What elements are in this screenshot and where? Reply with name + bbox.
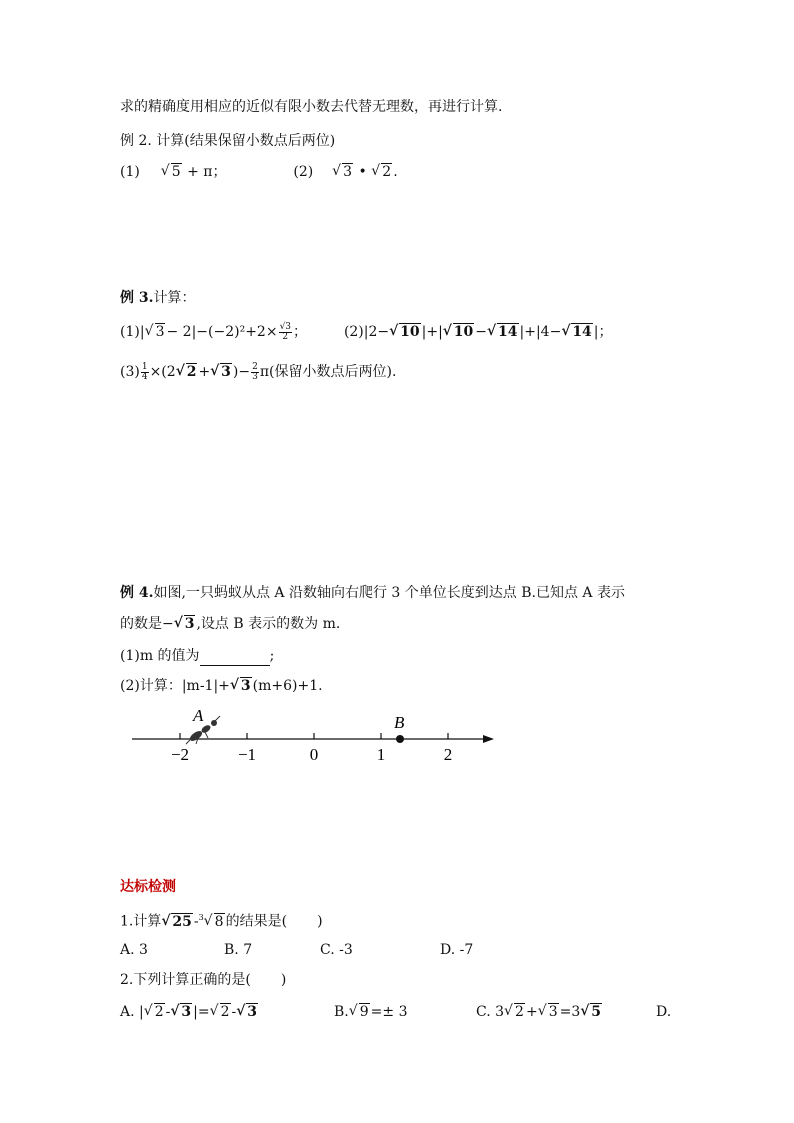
example3-p3-label: (3)	[120, 364, 140, 380]
point-b-label: B	[394, 713, 405, 732]
example3-p2-label: (2)	[343, 324, 364, 340]
option-b[interactable]: B.√ 9 =± 3	[334, 1002, 476, 1022]
sqrt-25: √ 25	[161, 912, 192, 932]
example2-title	[120, 131, 335, 151]
check-q1-b: -	[193, 913, 199, 930]
example4-line2	[120, 614, 340, 634]
example3-problem-3	[120, 362, 396, 382]
option-d[interactable]: D. -7	[440, 942, 474, 958]
tick-label: −1	[237, 745, 257, 764]
example4-title: 例 4.	[120, 585, 154, 601]
example3-p3-a: ×(2	[149, 364, 176, 380]
example4-q1-text: (1)m 的值为	[120, 648, 200, 664]
check-q2-options	[120, 1002, 671, 1022]
tick-marks	[180, 733, 448, 739]
number-line-figure	[128, 706, 496, 764]
example4-line2-a: 的数是−	[120, 616, 174, 632]
example4-q1	[120, 646, 274, 666]
sqrt-2: √ 2	[371, 162, 392, 182]
check-q1	[120, 908, 323, 932]
example3-p3-c: )−	[232, 364, 251, 380]
point-a-label: A	[193, 706, 204, 725]
sqrt-3: √ 3	[332, 162, 353, 182]
example3-problems-1-2	[120, 322, 613, 342]
sqrt-3: √ 3	[230, 676, 252, 696]
section-heading: 达标检测	[120, 879, 176, 895]
sqrt-2: √ 2	[176, 362, 198, 382]
option-d[interactable]: D.	[656, 1004, 672, 1020]
cube-root-8: √ 8	[204, 912, 225, 932]
check-q2-b: )	[280, 972, 287, 988]
example2-problems	[120, 162, 398, 182]
sqrt-5: √ 5	[161, 162, 182, 182]
example2-p1-label: (1)	[120, 164, 140, 180]
example4-line2-b: ,设点 B 表示的数为 m.	[196, 616, 341, 632]
fraction-sqrt3-over-2: $\frac{√3}{2}$	[279, 321, 292, 342]
sqrt-14: √ 14	[487, 322, 518, 342]
tick-label: −2	[170, 745, 190, 764]
example4-q2	[120, 676, 323, 696]
answer-blank[interactable]	[200, 651, 270, 666]
sqrt-10: √ 10	[443, 322, 474, 342]
example4-line1	[120, 583, 625, 603]
example3-p1-a: |	[139, 324, 145, 340]
check-q1-d: )	[317, 913, 323, 930]
check-q2	[120, 970, 286, 990]
fraction-2-over-3: $\frac{2}{3}$	[252, 361, 258, 382]
sqrt-3: √ 3	[145, 322, 166, 342]
example4-q2-b: (m+6)+1.	[252, 678, 323, 694]
check-q1-a: 1.计算	[120, 913, 162, 930]
fraction-1-over-4: $\frac{1}{4}$	[141, 361, 148, 382]
example2-title-text: 例 2. 计算(结果保留小数点后两位)	[120, 133, 336, 149]
check-q1-options	[120, 940, 473, 960]
check-q1-c: 的结果是(	[225, 913, 288, 930]
example4-q2-a: (2)计算：|m-1|+	[120, 678, 230, 694]
cube-root-index: 3	[198, 913, 204, 922]
example3-p1-label: (1)	[120, 324, 140, 340]
axis-arrow-icon	[483, 735, 494, 743]
example3-title-rest: 计算：	[153, 290, 196, 306]
sqrt-3: √ 3	[210, 362, 232, 382]
tick-label: 0	[309, 745, 319, 764]
example3-title-bold: 例 3.	[120, 290, 154, 306]
tick-label: 2	[443, 745, 453, 764]
example3-p2-b: |+|	[421, 324, 443, 340]
example3-p1-b: − 2|−(−2)²+2×	[166, 324, 278, 340]
example2-p2-dot: •	[354, 164, 372, 180]
option-a[interactable]: A. |√ 2 -√ 3 |=√ 2 -√ 3	[120, 1002, 334, 1022]
sqrt-14: √ 14	[561, 322, 592, 342]
option-a[interactable]: A. 3	[120, 942, 148, 958]
option-c[interactable]: C. 3√ 2 +√ 3 =3√ 5	[476, 1002, 656, 1022]
example3-title	[120, 288, 196, 308]
example2-p2-end: .	[393, 164, 398, 180]
sqrt-10: √ 10	[389, 322, 420, 342]
example3-p2-e: |；	[593, 324, 613, 340]
example4-line1-text: 如图,一只蚂蚁从点 A 沿数轴向右爬行 3 个单位长度到达点 B.已知点 A 表示	[153, 585, 625, 601]
example3-p2-c: −	[475, 324, 488, 340]
example3-p3-d: π(保留小数点后两位).	[259, 364, 397, 380]
sqrt-3: √ 3	[174, 614, 196, 634]
option-b[interactable]: B. 7	[224, 942, 253, 958]
example3-p1-end: ；	[293, 324, 308, 340]
point-b-dot	[396, 735, 404, 743]
example2-p2-label: (2)	[293, 164, 314, 180]
check-q2-a: 2.下列计算正确的是(	[120, 972, 251, 988]
intro-text: 求的精确度用相应的近似有限小数去代替无理数，再进行计算.	[120, 99, 503, 115]
example3-p2-d: |+|4−	[519, 324, 562, 340]
tick-label: 1	[376, 745, 386, 764]
example3-p2-a: |2−	[363, 324, 390, 340]
example2-p1-rest: + π；	[187, 164, 227, 180]
option-c[interactable]: C. -3	[320, 942, 353, 958]
example3-p3-b: +	[198, 364, 211, 380]
example4-q1-end: ;	[269, 648, 275, 664]
